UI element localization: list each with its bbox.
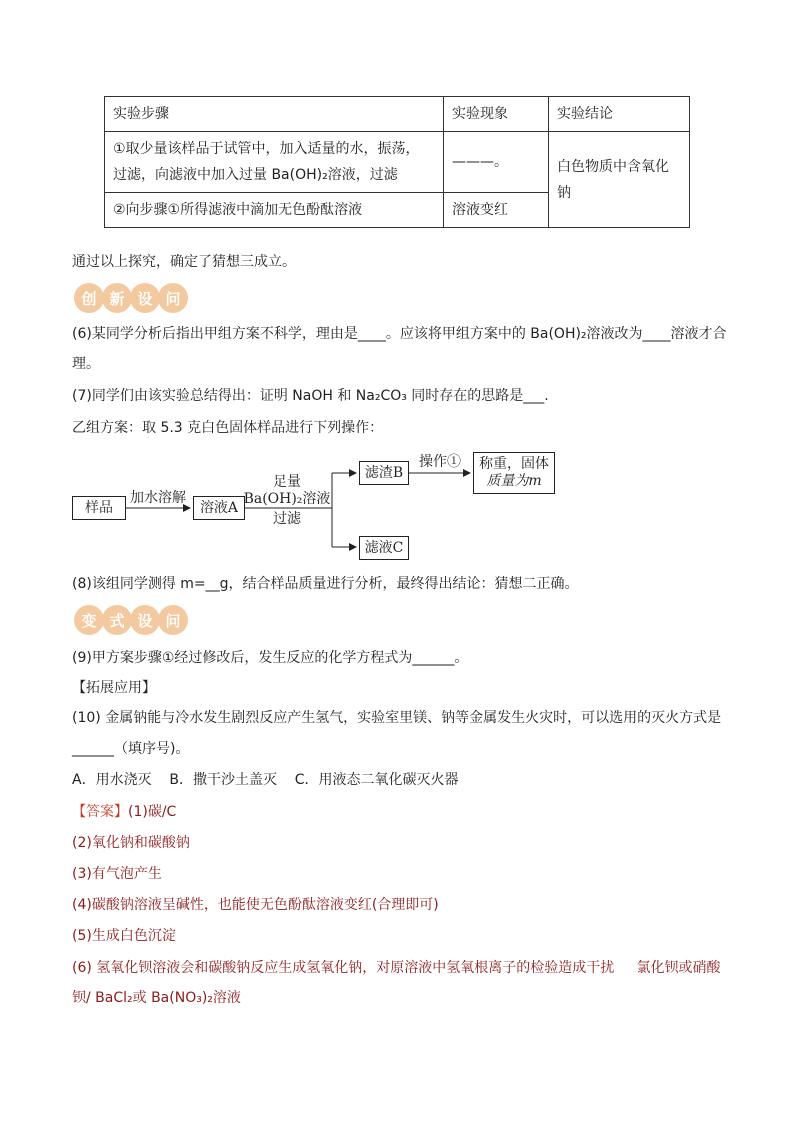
question-6-line2: 理。 [72, 356, 100, 372]
question-7: (7)同学们由该实验总结得出：证明 NaOH 和 Na₂CO₃ 同时存在的思路是___. [72, 388, 549, 404]
question-8: (8)该组同学测得 m=__g，结合样品质量进行分析，最终得出结论：猜想二正确。 [72, 576, 579, 592]
answer-5: (5)生成白色沉淀 [72, 928, 176, 944]
innovation-badge [74, 283, 186, 313]
row1-step-cell [105, 132, 444, 193]
after-table-text: 通过以上探究，确定了猜想三成立。 [72, 254, 296, 270]
filtrate-c-box: 滤液C [359, 536, 409, 560]
variant-badge [74, 605, 186, 635]
answer-6-line2: 钡/ BaCl₂或 Ba(NO₃)₂溶液 [72, 990, 241, 1006]
plan-b-intro: 乙组方案：取 5.3 克白色固体样品进行下列操作： [72, 420, 384, 436]
conclusion-line2: 钠 [557, 184, 571, 201]
question-10-line1: (10) 金属钠能与冷水发生剧烈反应产生氢气，实验室里镁、钠等金属发生火灾时，可以选用的灭火方式是 [72, 710, 722, 726]
badge-char: 变 [74, 605, 104, 635]
answer-3: (3)有气泡产生 [72, 866, 162, 882]
residue-b-box: 滤渣B [359, 461, 409, 485]
header-conclusion: 实验结论 [549, 97, 690, 132]
reagent-bottom-label: 过滤 [273, 511, 301, 527]
conclusion-cell [549, 132, 690, 228]
answer-1 [72, 802, 722, 822]
weigh-box [473, 452, 555, 494]
row2-phenomenon: 溶液变红 [444, 193, 549, 228]
reagent-top-label: 足量 [273, 474, 301, 490]
table-row [105, 132, 690, 193]
row2-step: ②向步骤①所得滤液中滴加无色酚酞溶液 [105, 193, 444, 228]
question-9: (9)甲方案步骤①经过修改后，发生反应的化学方程式为______。 [72, 650, 469, 666]
dissolve-label: 加水溶解 [130, 490, 186, 506]
badge-char: 问 [158, 283, 188, 313]
extension-title: 【拓展应用】 [72, 680, 156, 696]
row1-phenomenon: ———。 [444, 132, 549, 193]
question-6-line1: (6)某同学分析后指出甲组方案不科学，理由是____。应该将甲组方案中的 Ba(OH)₂溶液改为____溶液才合 [72, 326, 727, 342]
row1-step: ①取少量该样品于试管中，加入适量的水，振荡， [113, 141, 420, 157]
answer-2: (2)氧化钠和碳酸钠 [72, 835, 190, 851]
solution-a-box: 溶液A [193, 496, 245, 520]
answer-4: (4)碳酸钠溶液呈碱性，也能使无色酚酞溶液变红(合理即可) [72, 897, 439, 913]
answer-6-line1: (6) 氢氧化钡溶液会和碳酸钠反应生成氢氧化钠，对原溶液中氢氧根离子的检验造成干扰 氯化钡或硝酸 [72, 960, 721, 976]
badge-char: 式 [102, 605, 132, 635]
answer-1-text: (1)碳/C [128, 804, 177, 820]
header-phenomenon: 实验现象 [444, 97, 549, 132]
weigh-line2: 质量为m [486, 473, 542, 489]
conclusion-line1: 白色物质中含氧化 [557, 158, 669, 175]
question-10-options: A．用水浇灭 B．撒干沙土盖灭 C．用液态二氧化碳灭火器 [72, 772, 459, 788]
operation-label: 操作① [419, 454, 461, 470]
reagent-mid-label: Ba(OH)₂溶液 [243, 491, 331, 507]
answer-label: 【答案】 [72, 804, 128, 820]
experiment-table [104, 96, 690, 228]
sample-box: 样品 [72, 496, 126, 520]
row1-step-cont: 过滤，向滤液中加入过量 Ba(OH)₂溶液，过滤 [113, 167, 398, 183]
badge-char: 设 [130, 283, 160, 313]
question-10-line2: ______（填序号)。 [72, 741, 190, 757]
badge-char: 新 [102, 283, 132, 313]
badge-char: 设 [130, 605, 160, 635]
badge-char: 问 [158, 605, 188, 635]
table-header-row [105, 97, 690, 132]
badge-char: 创 [74, 283, 104, 313]
header-step: 实验步骤 [105, 97, 444, 132]
weigh-line1: 称重，固体 [479, 456, 549, 472]
